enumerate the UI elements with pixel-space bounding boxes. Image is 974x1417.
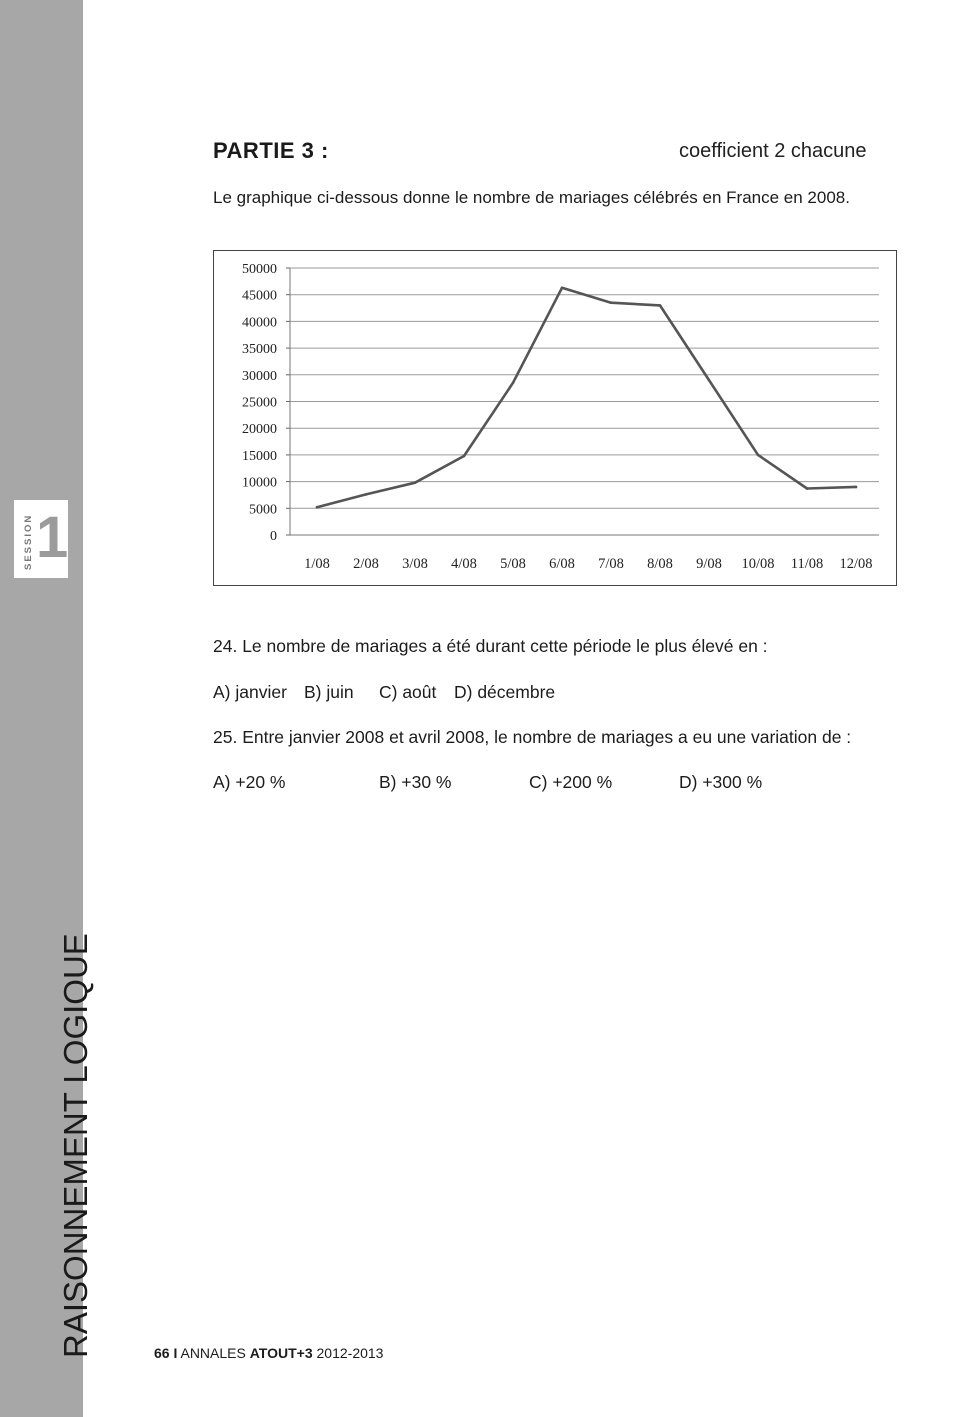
q25-option-a: A) +20 % xyxy=(213,772,286,792)
intro-text: Le graphique ci-dessous donne le nombre de mariages célébrés en France en 2008. xyxy=(213,188,850,207)
y-tick-label: 10000 xyxy=(242,475,277,491)
series-line xyxy=(317,288,856,507)
y-tick-label: 5000 xyxy=(249,502,277,518)
data-point xyxy=(610,301,613,304)
footer-separator: I xyxy=(173,1345,178,1361)
q24-option-d: D) décembre xyxy=(454,682,556,702)
data-point xyxy=(365,493,368,496)
q25-option-c: C) +200 % xyxy=(529,772,613,792)
q25-option-b: B) +30 % xyxy=(379,772,452,792)
session-number: 1 xyxy=(36,505,69,570)
x-tick-label: 2/08 xyxy=(353,556,379,572)
footer-brand: ATOUT+3 xyxy=(249,1345,313,1361)
x-tick-label: 7/08 xyxy=(598,556,624,572)
x-tick-label: 6/08 xyxy=(549,556,575,572)
q25-option-d: D) +300 % xyxy=(679,772,763,792)
x-tick-label: 11/08 xyxy=(790,556,824,572)
footer-years: 2012-2013 xyxy=(316,1345,384,1361)
part-title: PARTIE 3 : xyxy=(213,138,329,163)
sidebar xyxy=(0,0,94,1417)
x-tick-label: 8/08 xyxy=(647,556,673,572)
session-label: SESSION xyxy=(23,513,34,570)
data-point xyxy=(659,304,662,307)
y-tick-label: 15000 xyxy=(242,448,277,464)
data-point xyxy=(806,487,809,490)
x-tick-label: 4/08 xyxy=(451,556,477,572)
q24-option-b: B) juin xyxy=(304,682,354,702)
page-footer xyxy=(154,1345,383,1361)
coefficient-note: coefficient 2 chacune xyxy=(679,140,867,162)
y-tick-label: 45000 xyxy=(242,288,277,304)
y-tick-label: 40000 xyxy=(242,315,277,331)
x-tick-label: 10/08 xyxy=(741,556,775,572)
x-tick-label: 5/08 xyxy=(500,556,526,572)
x-tick-label: 12/08 xyxy=(839,556,873,572)
data-point xyxy=(561,286,564,289)
chart-frame xyxy=(213,250,897,586)
question-24: 24. Le nombre de mariages a été durant cette période le plus élevé en : xyxy=(213,636,768,656)
data-point xyxy=(512,382,515,385)
y-tick-label: 30000 xyxy=(242,368,277,384)
data-point xyxy=(414,481,417,484)
data-point xyxy=(316,506,319,509)
x-tick-label: 3/08 xyxy=(402,556,428,572)
question-25: 25. Entre janvier 2008 et avril 2008, le nombre de mariages a eu une variation de : xyxy=(213,727,852,747)
y-tick-label: 50000 xyxy=(242,262,277,277)
x-tick-label: 9/08 xyxy=(696,556,722,572)
footer-annales: ANNALES xyxy=(180,1345,246,1361)
y-tick-label: 25000 xyxy=(242,395,277,411)
q24-option-c: C) août xyxy=(379,682,437,702)
session-badge xyxy=(14,500,68,578)
x-tick-label: 1/08 xyxy=(304,556,330,572)
page-number: 66 xyxy=(154,1345,170,1361)
marriages-line-chart xyxy=(214,251,898,587)
section-title: RAISONNEMENT LOGIQUE xyxy=(57,933,94,1358)
y-tick-label: 0 xyxy=(270,529,277,544)
data-point xyxy=(757,454,760,457)
y-tick-label: 20000 xyxy=(242,422,277,438)
y-tick-label: 35000 xyxy=(242,342,277,358)
data-point xyxy=(463,455,466,458)
data-point xyxy=(708,379,711,382)
data-point xyxy=(855,486,858,489)
q24-option-a: A) janvier xyxy=(213,682,287,702)
